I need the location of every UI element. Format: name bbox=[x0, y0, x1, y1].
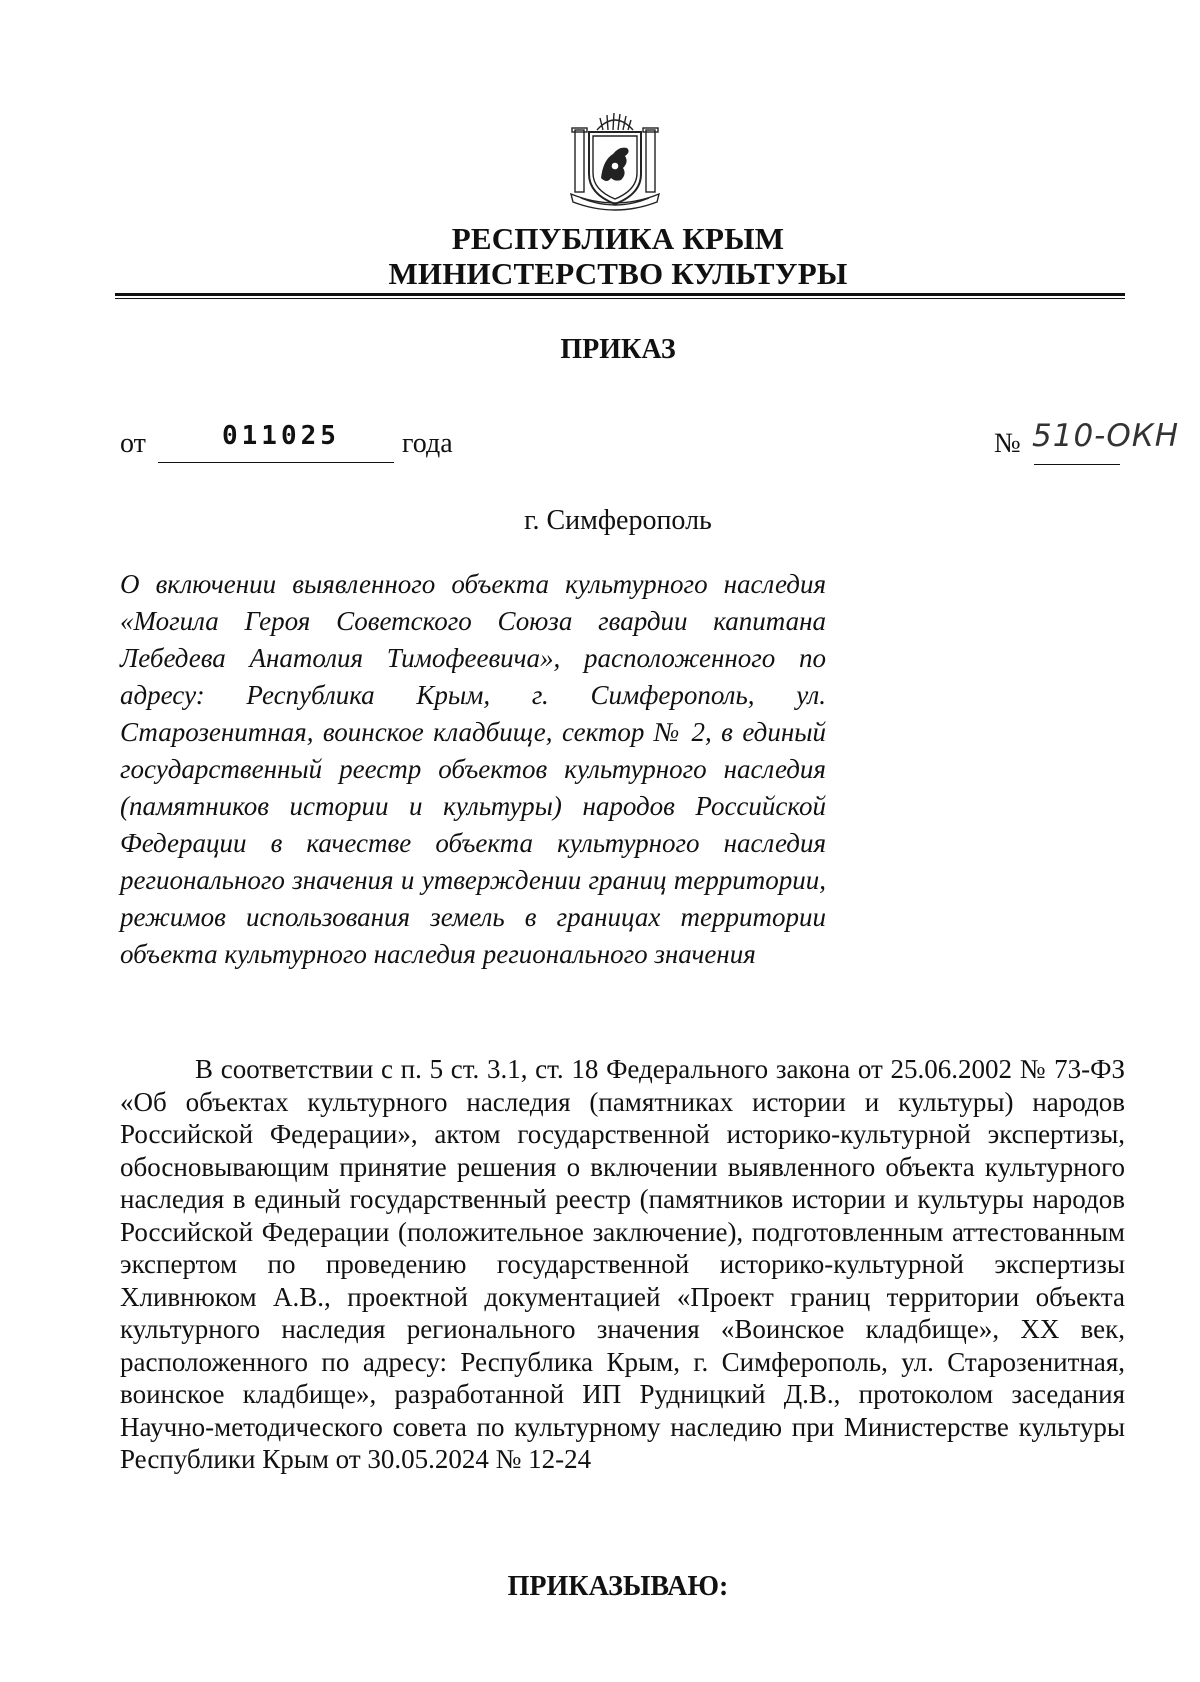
order-preamble: В соответствии с п. 5 ст. 3.1, ст. 18 Федерального закона от 25.06.2002 № 73-ФЗ «Об объектах культурного наследия (памятниках истории и культуры) народов Российской Федерации», актом государственной историко-культурной экспертизы, обосновывающим принятие решения о включении выявленного объекта культурного наследия в единый государственный реестр (памятников истории и культуры народов Российской Федерации (положительное заключение), подготовленным аттестованным экспертом по проведению государственной историко-культурной экспертизы Хливнюком А.В., проектной документацией «Проект границ территории объекта культурного наследия регионального значения «Воинское кладбище», XX век, расположенного по адресу: Республика Крым, г. Симферополь, ул. Старозенитная, воинское кладбище», разработанной ИП Рудницкий Д.В., протоколом заседания Научно-методического совета по культурному наследию при Министерстве культуры Республики Крым от 30.05.2024 № 12-24 bbox=[120, 1054, 1125, 1474]
order-subject: О включении выявленного объекта культурного наследия «Могила Героя Советского Союза гвардии капитана Лебедева Анатолия Тимофеевича», расположенного по адресу: Республика Крым, г. Симферополь, ул. Старозенитная, воинское кладбище, сектор № 2, в единый государственный реестр объектов культурного наследия (памятников истории и культуры) народов Российской Федерации в качестве объекта культурного наследия регионального значения и утверждении границ территории, режимов использования земель в границах территории объекта культурного наследия регионального значения bbox=[120, 569, 826, 969]
number-sign: № bbox=[994, 428, 1021, 459]
number-underline bbox=[1034, 464, 1120, 465]
date-prefix: от bbox=[120, 428, 146, 459]
date-stamp-value: 011025 bbox=[222, 421, 340, 451]
document-number-handwritten: 510-ОКН bbox=[1032, 418, 1180, 454]
document-type: ПРИКАЗ bbox=[560, 334, 676, 365]
header-divider-thick bbox=[115, 293, 1125, 296]
header-divider-thin bbox=[115, 298, 1125, 299]
organization-region: РЕСПУБЛИКА КРЫМ bbox=[451, 221, 785, 256]
crimea-coat-of-arms-icon bbox=[567, 108, 663, 216]
issue-city: г. Симферополь bbox=[524, 505, 712, 536]
date-suffix: года bbox=[402, 428, 453, 459]
organization-ministry: МИНИСТЕРСТВО КУЛЬТУРЫ bbox=[388, 256, 848, 291]
order-directive-heading: ПРИКАЗЫВАЮ: bbox=[507, 1571, 729, 1602]
date-underline bbox=[158, 462, 394, 463]
